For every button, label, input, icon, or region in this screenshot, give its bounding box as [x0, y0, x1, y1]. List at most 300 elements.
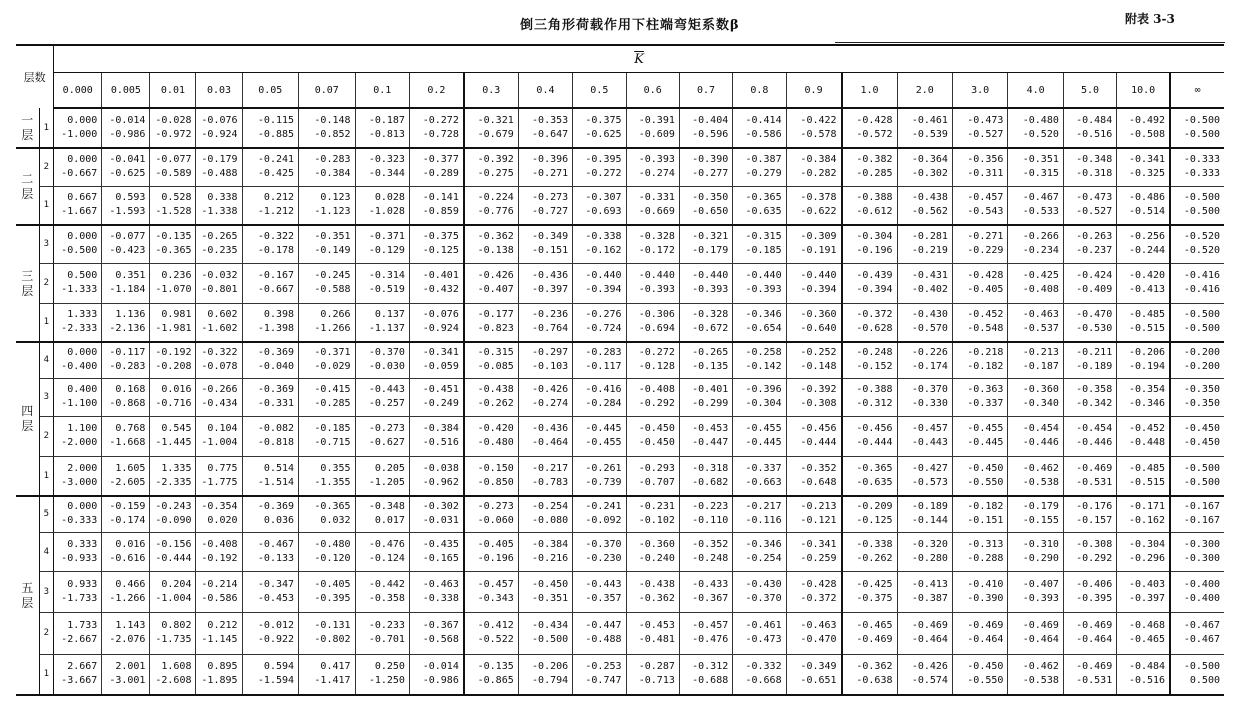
- top-coefficient: 0.355: [320, 462, 351, 474]
- top-coefficient: -0.378: [800, 192, 837, 204]
- bottom-coefficient: -0.445: [967, 437, 1004, 448]
- top-coefficient: -0.273: [532, 192, 569, 204]
- coefficient-cell: [897, 416, 952, 456]
- bottom-coefficient: -0.432: [422, 284, 459, 295]
- bottom-coefficient: -0.682: [692, 476, 729, 488]
- bottom-coefficient: -2.000: [61, 437, 98, 448]
- column-header: 1.0: [842, 73, 897, 109]
- top-coefficient: -0.425: [1022, 270, 1059, 281]
- coefficient-cell: [299, 378, 356, 416]
- bottom-coefficient: -1.145: [201, 634, 238, 645]
- top-coefficient: -0.265: [692, 347, 729, 359]
- bottom-coefficient: -0.292: [638, 398, 675, 409]
- coefficient-cell: [54, 416, 102, 456]
- bottom-coefficient: -1.028: [368, 206, 405, 218]
- top-coefficient: -0.135: [155, 231, 192, 243]
- top-coefficient: -0.332: [745, 661, 782, 673]
- coefficient-cell: [733, 654, 786, 695]
- table-row: [16, 571, 1224, 612]
- coefficient-cell: [355, 456, 409, 496]
- coefficient-cell: [1170, 108, 1224, 148]
- coefficient-cell: [1008, 108, 1063, 148]
- top-coefficient: -0.350: [1183, 384, 1220, 395]
- top-coefficient: -0.287: [638, 661, 675, 673]
- bottom-coefficient: -0.724: [585, 323, 622, 335]
- table-body: [16, 108, 1224, 695]
- bottom-coefficient: -1.528: [155, 206, 192, 218]
- bottom-coefficient: -0.868: [109, 398, 146, 409]
- bottom-coefficient: -0.237: [1076, 245, 1113, 257]
- coefficient-cell: [464, 654, 518, 695]
- top-coefficient: -0.346: [745, 538, 782, 550]
- top-coefficient: -0.349: [800, 661, 837, 673]
- top-coefficient: -0.150: [477, 462, 514, 474]
- top-coefficient: -0.420: [1128, 270, 1166, 281]
- coefficient-cell: [1063, 496, 1116, 532]
- top-coefficient: -0.463: [422, 578, 459, 590]
- coefficient-cell: [1008, 342, 1063, 378]
- coefficient-cell: [733, 303, 786, 342]
- coefficient-cell: [573, 571, 626, 612]
- coefficient-cell: [409, 148, 463, 186]
- bottom-coefficient: -0.924: [201, 129, 238, 140]
- top-coefficient: -0.254: [532, 501, 569, 513]
- bottom-coefficient: -0.473: [745, 634, 782, 645]
- storey-number: 3: [39, 225, 54, 263]
- top-coefficient: -0.500: [1183, 115, 1220, 126]
- coefficient-cell: [842, 612, 897, 654]
- top-coefficient: -0.360: [638, 538, 675, 550]
- top-coefficient: -0.323: [368, 154, 405, 166]
- top-coefficient: -0.348: [368, 501, 405, 513]
- top-coefficient: -0.400: [1183, 578, 1220, 590]
- coefficient-cell: [242, 612, 299, 654]
- top-coefficient: -0.233: [368, 620, 405, 631]
- coefficient-cell: [679, 303, 732, 342]
- top-coefficient: -0.258: [745, 347, 782, 359]
- coefficient-cell: [196, 571, 242, 612]
- coefficient-cell: [299, 532, 356, 571]
- top-coefficient: -0.211: [1076, 347, 1113, 359]
- bottom-coefficient: -0.550: [967, 476, 1004, 488]
- bottom-coefficient: -0.539: [911, 129, 948, 140]
- top-coefficient: -0.384: [800, 154, 837, 166]
- top-coefficient: -0.436: [532, 423, 569, 434]
- bottom-coefficient: -0.400: [1183, 592, 1220, 604]
- top-coefficient: 0.000: [67, 115, 98, 126]
- top-coefficient: -0.434: [532, 620, 569, 631]
- coefficient-cell: [518, 654, 572, 695]
- storey-number: 3: [39, 378, 54, 416]
- bottom-coefficient: -0.254: [745, 552, 782, 564]
- coefficient-cell: [299, 496, 356, 532]
- top-coefficient: -0.480: [314, 538, 351, 550]
- storey-number: 4: [39, 342, 54, 378]
- top-coefficient: -0.300: [1183, 538, 1220, 550]
- coefficient-cell: [952, 342, 1007, 378]
- top-coefficient: 2.000: [67, 462, 98, 474]
- bottom-coefficient: -1.398: [257, 323, 295, 335]
- top-coefficient: 0.602: [207, 309, 238, 321]
- top-coefficient: -0.365: [314, 501, 351, 513]
- top-coefficient: -0.440: [800, 270, 837, 281]
- top-coefficient: -0.362: [856, 661, 893, 673]
- bottom-coefficient: -0.372: [800, 592, 837, 604]
- coefficient-cell: [842, 148, 897, 186]
- top-coefficient: -0.453: [692, 423, 729, 434]
- bottom-coefficient: -0.651: [800, 675, 837, 687]
- bottom-coefficient: -0.550: [967, 675, 1004, 687]
- coefficient-cell: [196, 148, 242, 186]
- top-coefficient: -0.337: [745, 462, 782, 474]
- bottom-coefficient: -0.538: [1022, 476, 1059, 488]
- top-coefficient: -0.470: [1076, 309, 1113, 321]
- bottom-coefficient: -0.078: [201, 361, 238, 373]
- top-coefficient: -0.076: [201, 115, 238, 126]
- top-coefficient: -0.308: [1076, 538, 1113, 550]
- top-coefficient: -0.375: [422, 231, 459, 243]
- bottom-coefficient: -0.152: [856, 361, 893, 373]
- bottom-coefficient: -0.367: [692, 592, 729, 604]
- coefficient-cell: [102, 416, 150, 456]
- coefficient-cell: [518, 532, 572, 571]
- top-coefficient: -0.338: [585, 231, 622, 243]
- bottom-coefficient: -0.801: [201, 284, 238, 295]
- coefficient-cell: [626, 654, 679, 695]
- coefficient-cell: [102, 263, 150, 303]
- coefficient-cell: [464, 416, 518, 456]
- top-coefficient: -0.396: [745, 384, 782, 395]
- coefficient-cell: [518, 496, 572, 532]
- coefficient-cell: [842, 186, 897, 225]
- top-coefficient: -0.443: [368, 384, 405, 395]
- coefficient-cell: [1063, 532, 1116, 571]
- coefficient-cell: [573, 496, 626, 532]
- coefficient-cell: [679, 186, 732, 225]
- top-coefficient: -0.414: [745, 115, 782, 126]
- top-coefficient: 0.466: [115, 578, 146, 590]
- top-coefficient: -0.422: [800, 115, 837, 126]
- top-coefficient: -0.451: [422, 384, 459, 395]
- coefficient-cell: [842, 263, 897, 303]
- bottom-coefficient: -0.444: [800, 437, 837, 448]
- bottom-coefficient: -0.445: [745, 437, 782, 448]
- top-coefficient: -0.520: [1183, 231, 1220, 243]
- coefficient-cell: [464, 186, 518, 225]
- coefficient-cell: [54, 496, 102, 532]
- bottom-coefficient: -0.030: [368, 361, 405, 373]
- top-coefficient: -0.077: [155, 154, 192, 166]
- bottom-coefficient: -0.285: [856, 168, 893, 180]
- bottom-coefficient: -0.394: [856, 284, 893, 295]
- bottom-coefficient: -2.667: [61, 634, 98, 645]
- coefficient-cell: [952, 108, 1007, 148]
- top-coefficient: -0.224: [477, 192, 514, 204]
- coefficient-cell: [952, 456, 1007, 496]
- bottom-coefficient: -0.300: [1183, 552, 1220, 564]
- bottom-coefficient: -0.144: [911, 515, 948, 527]
- bottom-coefficient: -0.311: [967, 168, 1004, 180]
- bottom-coefficient: -0.962: [422, 476, 459, 488]
- bottom-coefficient: 0.036: [263, 515, 295, 527]
- coefficient-cell: [1170, 378, 1224, 416]
- top-coefficient: -0.480: [1022, 115, 1059, 126]
- top-coefficient: -0.360: [800, 309, 837, 321]
- coefficient-cell: [733, 342, 786, 378]
- top-coefficient: -0.387: [745, 154, 782, 166]
- coefficient-cell: [242, 263, 299, 303]
- bottom-coefficient: -0.508: [1128, 129, 1166, 140]
- bottom-coefficient: -0.346: [1128, 398, 1166, 409]
- bottom-coefficient: -0.244: [1128, 245, 1166, 257]
- coefficient-cell: [102, 303, 150, 342]
- bottom-coefficient: -0.315: [1022, 168, 1059, 180]
- bottom-coefficient: -0.612: [856, 206, 893, 218]
- bottom-coefficient: -0.117: [585, 361, 622, 373]
- coefficient-cell: [897, 571, 952, 612]
- bottom-coefficient: -0.715: [314, 437, 351, 448]
- top-coefficient: -0.467: [257, 538, 295, 550]
- top-coefficient: -0.469: [1076, 620, 1113, 631]
- bottom-coefficient: -0.342: [1076, 398, 1113, 409]
- coefficient-cell: [102, 342, 150, 378]
- coefficient-cell: [409, 416, 463, 456]
- coefficient-cell: [897, 496, 952, 532]
- coefficient-cell: [679, 342, 732, 378]
- top-coefficient: -0.392: [477, 154, 514, 166]
- top-coefficient: -0.341: [1128, 154, 1166, 166]
- bottom-coefficient: -0.586: [745, 129, 782, 140]
- coefficient-cell: [196, 496, 242, 532]
- top-coefficient: -0.082: [257, 423, 295, 434]
- top-coefficient: -0.405: [314, 578, 351, 590]
- bottom-coefficient: -0.116: [745, 515, 782, 527]
- bottom-coefficient: -0.151: [532, 245, 569, 257]
- coefficient-cell: [409, 532, 463, 571]
- top-coefficient: -0.428: [800, 578, 837, 590]
- coefficient-cell: [842, 456, 897, 496]
- coefficient-cell: [573, 532, 626, 571]
- top-coefficient: -0.420: [477, 423, 514, 434]
- top-coefficient: -0.226: [911, 347, 948, 359]
- coefficient-cell: [464, 378, 518, 416]
- coefficient-cell: [1170, 496, 1224, 532]
- top-coefficient: -0.492: [1128, 115, 1166, 126]
- top-coefficient: -0.431: [911, 270, 948, 281]
- coefficient-cell: [573, 612, 626, 654]
- floor-count-header: 层数: [16, 45, 54, 108]
- top-coefficient: -0.076: [422, 309, 459, 321]
- coefficient-cell: [299, 303, 356, 342]
- top-coefficient: -0.384: [422, 423, 459, 434]
- coefficient-cell: [1170, 148, 1224, 186]
- coefficient-cell: [409, 186, 463, 225]
- bottom-coefficient: -0.516: [1128, 675, 1166, 687]
- table-row: [16, 378, 1224, 416]
- bottom-coefficient: -0.292: [1076, 552, 1113, 564]
- bottom-coefficient: -0.537: [1022, 323, 1059, 335]
- k-symbol: $\overline{K}$: [634, 51, 644, 67]
- bottom-coefficient: -0.395: [314, 592, 351, 604]
- coefficient-cell: [355, 532, 409, 571]
- column-header: 5.0: [1063, 73, 1116, 109]
- bottom-coefficient: -2.608: [155, 675, 192, 687]
- bottom-coefficient: -0.151: [967, 515, 1004, 527]
- bottom-coefficient: -0.333: [61, 515, 98, 527]
- table-row: [16, 108, 1224, 148]
- coefficient-cell: [464, 342, 518, 378]
- table-row: [16, 496, 1224, 532]
- bottom-coefficient: -0.455: [585, 437, 622, 448]
- coefficient-cell: [1008, 654, 1063, 695]
- bottom-coefficient: -0.092: [585, 515, 622, 527]
- top-coefficient: 0.205: [374, 462, 405, 474]
- top-coefficient: -0.217: [745, 501, 782, 513]
- bottom-coefficient: -0.818: [257, 437, 295, 448]
- top-coefficient: -0.349: [532, 231, 569, 243]
- top-coefficient: 0.212: [207, 620, 238, 631]
- coefficient-cell: [102, 108, 150, 148]
- bottom-coefficient: -0.488: [585, 634, 622, 645]
- coefficient-cell: [464, 496, 518, 532]
- coefficient-cell: [518, 186, 572, 225]
- bottom-coefficient: 0.020: [207, 515, 238, 527]
- top-coefficient: -0.179: [201, 154, 238, 166]
- top-coefficient: -0.395: [585, 154, 622, 166]
- bottom-coefficient: -0.694: [638, 323, 675, 335]
- bottom-coefficient: -1.733: [61, 592, 98, 604]
- top-coefficient: 0.667: [67, 192, 98, 204]
- top-coefficient: -0.271: [967, 231, 1004, 243]
- floor-group-char: 一: [21, 112, 34, 127]
- coefficient-cell: [952, 532, 1007, 571]
- bottom-coefficient: -1.593: [109, 206, 146, 218]
- coefficient-cell: [626, 186, 679, 225]
- bottom-coefficient: -0.393: [745, 284, 782, 295]
- coefficient-cell: [842, 496, 897, 532]
- coefficient-cell: [409, 654, 463, 695]
- bottom-coefficient: -0.110: [692, 515, 729, 527]
- top-coefficient: -0.438: [477, 384, 514, 395]
- top-coefficient: -0.469: [911, 620, 948, 631]
- top-coefficient: -0.500: [1183, 192, 1220, 204]
- top-coefficient: -0.388: [856, 192, 893, 204]
- bottom-coefficient: -0.280: [911, 552, 948, 564]
- coefficient-cell: [1008, 225, 1063, 263]
- top-coefficient: -0.367: [422, 620, 459, 631]
- top-coefficient: -0.321: [692, 231, 729, 243]
- top-coefficient: -0.218: [967, 347, 1004, 359]
- bottom-coefficient: -0.562: [911, 206, 948, 218]
- coefficient-cell: [1117, 571, 1170, 612]
- top-coefficient: -0.241: [585, 501, 622, 513]
- column-header: 0.7: [679, 73, 732, 109]
- bottom-coefficient: -0.138: [477, 245, 514, 257]
- coefficient-cell: [355, 496, 409, 532]
- top-coefficient: -0.426: [477, 270, 514, 281]
- top-coefficient: 2.667: [67, 661, 98, 673]
- top-coefficient: -0.354: [1128, 384, 1166, 395]
- top-coefficient: 0.400: [67, 384, 98, 395]
- coefficient-cell: [679, 416, 732, 456]
- storey-number: 2: [39, 263, 54, 303]
- top-coefficient: -0.032: [201, 270, 238, 281]
- coefficient-cell: [733, 108, 786, 148]
- top-coefficient: -0.347: [257, 578, 295, 590]
- bottom-coefficient: -0.813: [368, 129, 405, 140]
- top-coefficient: -0.272: [638, 347, 675, 359]
- coefficient-cell: [1117, 654, 1170, 695]
- top-coefficient: -0.167: [1183, 501, 1220, 513]
- coefficient-cell: [150, 496, 196, 532]
- coefficient-cell: [842, 342, 897, 378]
- top-coefficient: -0.266: [201, 384, 238, 395]
- bottom-coefficient: -0.031: [422, 515, 459, 527]
- top-coefficient: 0.333: [67, 538, 98, 550]
- bottom-coefficient: -0.393: [692, 284, 729, 295]
- bottom-coefficient: -0.446: [1076, 437, 1113, 448]
- top-coefficient: 0.000: [67, 231, 98, 243]
- coefficient-cell: [150, 303, 196, 342]
- top-coefficient: -0.341: [800, 538, 837, 550]
- bottom-coefficient: -0.516: [422, 437, 459, 448]
- top-coefficient: -0.438: [911, 192, 948, 204]
- coefficient-cell: [952, 496, 1007, 532]
- coefficient-cell: [518, 342, 572, 378]
- top-coefficient: -0.440: [745, 270, 782, 281]
- coefficient-cell: [1117, 263, 1170, 303]
- coefficient-cell: [573, 416, 626, 456]
- bottom-coefficient: -1.602: [201, 323, 238, 335]
- bottom-coefficient: -0.351: [532, 592, 569, 604]
- bottom-coefficient: -0.103: [532, 361, 569, 373]
- top-coefficient: 0.137: [374, 309, 405, 321]
- bottom-coefficient: -1.735: [155, 634, 192, 645]
- storey-number: 3: [39, 571, 54, 612]
- top-coefficient: -0.476: [368, 538, 405, 550]
- bottom-coefficient: -0.933: [61, 552, 98, 564]
- bottom-coefficient: -0.470: [800, 634, 837, 645]
- bottom-coefficient: -0.185: [745, 245, 782, 257]
- coefficient-cell: [54, 225, 102, 263]
- coefficient-cell: [102, 378, 150, 416]
- bottom-coefficient: -0.262: [477, 398, 514, 409]
- top-coefficient: -0.333: [1183, 154, 1220, 166]
- top-coefficient: -0.430: [745, 578, 782, 590]
- coefficient-cell: [679, 263, 732, 303]
- coefficient-cell: [573, 108, 626, 148]
- bottom-coefficient: -0.060: [477, 515, 514, 527]
- bottom-coefficient: -0.174: [109, 515, 146, 527]
- top-coefficient: -0.352: [800, 462, 837, 474]
- bottom-coefficient: -0.667: [257, 284, 295, 295]
- coefficient-cell: [1170, 456, 1224, 496]
- coefficient-cell: [409, 342, 463, 378]
- column-header: 3.0: [952, 73, 1007, 109]
- top-coefficient: -0.328: [638, 231, 675, 243]
- coefficient-cell: [679, 532, 732, 571]
- top-coefficient: 0.250: [374, 661, 405, 673]
- floor-group-char: 五: [21, 580, 34, 595]
- bottom-coefficient: -1.212: [257, 206, 295, 218]
- table-header-area: [0, 0, 1238, 44]
- top-coefficient: 0.417: [320, 661, 351, 673]
- coefficient-cell: [1117, 416, 1170, 456]
- bottom-coefficient: -2.605: [109, 476, 146, 488]
- bottom-coefficient: -0.852: [314, 129, 351, 140]
- bottom-coefficient: 0.500: [1189, 675, 1220, 687]
- coefficient-cell: [355, 378, 409, 416]
